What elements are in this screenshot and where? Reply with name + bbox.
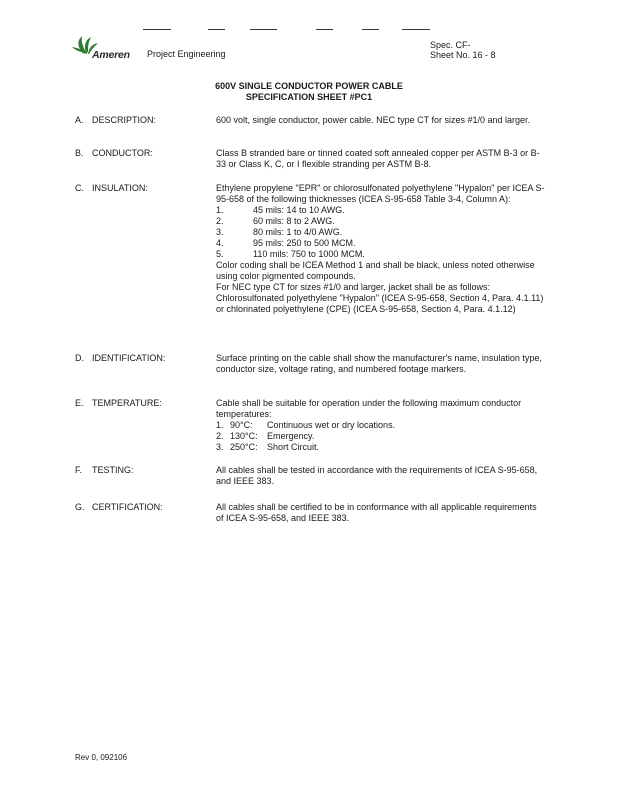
- certification-text: All cables shall be certified to be in conformance with all applicable requirements of ICEA S-95-658, and IEEE 383.: [216, 502, 537, 523]
- item-temperature: 130°C:: [230, 431, 258, 441]
- item-number: 4.: [216, 238, 224, 248]
- list-item: [216, 216, 546, 227]
- list-item: [216, 205, 546, 216]
- section-body: [216, 502, 546, 524]
- section-body: [216, 465, 546, 487]
- jacket-text: For NEC type CT for sizes #1/0 and larger, jacket shall be as follows: Chlorosulfonated polyethylene "Hypalon" (ICEA S-95-658, Section 4, Para. 4.1.11) or chlorinated polyethylene (CPE) (ICEA S-95-658, Section 4, Para. 4.1.12): [216, 282, 544, 314]
- insulation-intro: Ethylene propylene "EPR" or chlorosulfonated polyethylene "Hypalon" per ICEA S-95-658 of the following thicknesses (ICEA S-95-658 Table 3-4, Column A):: [216, 183, 545, 204]
- item-text: Emergency.: [267, 431, 315, 441]
- list-item: [216, 420, 546, 431]
- item-number: 1.: [216, 205, 224, 215]
- spec-number: Spec. CF-: [430, 40, 471, 50]
- color-coding-text: Color coding shall be ICEA Method 1 and shall be black, unless noted otherwise using color pigmented compounds.: [216, 260, 535, 281]
- section-heading: [75, 353, 215, 363]
- item-text: 110 mils: 750 to 1000 MCM.: [253, 249, 365, 259]
- header-rule-segment: [316, 29, 333, 30]
- section-letter: B.: [75, 148, 84, 158]
- header-rule-segment: [362, 29, 379, 30]
- section-letter: G.: [75, 502, 85, 512]
- revision-footer: Rev 0, 092106: [75, 753, 128, 762]
- document-subtitle: SPECIFICATION SHEET #PC1: [245, 92, 373, 102]
- section-letter: D.: [75, 353, 84, 363]
- item-number: 5.: [216, 249, 224, 259]
- header-rule-segment: [250, 29, 277, 30]
- section-body: [216, 115, 546, 126]
- section-letter: A.: [75, 115, 84, 125]
- document-title: 600V SINGLE CONDUCTOR POWER CABLE: [215, 81, 403, 91]
- item-number: 2.: [216, 216, 224, 226]
- conductor-text: Class B stranded bare or tinned coated soft annealed copper per ASTM B-3 or B-33 or Class K, C, or I flexible stranding per ASTM B-8.: [216, 148, 540, 169]
- description-text: 600 volt, single conductor, power cable. NEC type CT for sizes #1/0 and larger.: [216, 115, 531, 125]
- item-text: 45 mils: 14 to 10 AWG.: [253, 205, 345, 215]
- section-heading: [75, 183, 215, 193]
- department-name: Project Engineering: [147, 49, 226, 59]
- section-letter: F.: [75, 465, 83, 475]
- list-item: [216, 249, 546, 260]
- item-text: 80 mils: 1 to 4/0 AWG.: [253, 227, 343, 237]
- item-text: 60 mils: 8 to 2 AWG.: [253, 216, 335, 226]
- section-body: [216, 183, 546, 315]
- item-temperature: 90°C:: [230, 420, 253, 430]
- item-number: 2.: [216, 431, 224, 441]
- item-temperature: 250°C:: [230, 442, 258, 452]
- header-rule-segment: [208, 29, 225, 30]
- section-title: CERTIFICATION:: [92, 502, 163, 512]
- item-number: 1.: [216, 420, 224, 430]
- header-rule-segment: [143, 29, 171, 30]
- section-heading: [75, 398, 215, 408]
- item-text: 95 mils: 250 to 500 MCM.: [253, 238, 356, 248]
- section-title: INSULATION:: [92, 183, 148, 193]
- item-number: 3.: [216, 442, 224, 452]
- section-body: [216, 148, 546, 170]
- section-heading: [75, 502, 215, 512]
- list-item: [216, 227, 546, 238]
- header-rule-segment: [402, 29, 430, 30]
- section-title: TESTING:: [92, 465, 134, 475]
- section-heading: [75, 148, 215, 158]
- section-body: [216, 353, 546, 375]
- item-text: Continuous wet or dry locations.: [267, 420, 396, 430]
- list-item: [216, 431, 546, 442]
- section-title: IDENTIFICATION:: [92, 353, 166, 363]
- section-heading: [75, 115, 215, 125]
- sheet-number: Sheet No. 16 - 8: [430, 50, 496, 60]
- item-number: 3.: [216, 227, 224, 237]
- section-title: TEMPERATURE:: [92, 398, 162, 408]
- temperature-intro: Cable shall be suitable for operation under the following maximum conductor temperatures:: [216, 398, 522, 419]
- section-letter: C.: [75, 183, 84, 193]
- section-heading: [75, 465, 215, 475]
- section-body: [216, 398, 546, 453]
- identification-text: Surface printing on the cable shall show the manufacturer's name, insulation type, conductor size, voltage rating, and numbered footage markers.: [216, 353, 542, 374]
- section-title: DESCRIPTION:: [92, 115, 157, 125]
- logo-wordmark: Ameren: [92, 49, 130, 61]
- list-item: [216, 238, 546, 249]
- section-title: CONDUCTOR:: [92, 148, 153, 158]
- item-text: Short Circuit.: [267, 442, 320, 452]
- testing-text: All cables shall be tested in accordance with the requirements of ICEA S-95-658, and IEEE 383.: [216, 465, 538, 486]
- list-item: [216, 442, 546, 453]
- section-letter: E.: [75, 398, 84, 408]
